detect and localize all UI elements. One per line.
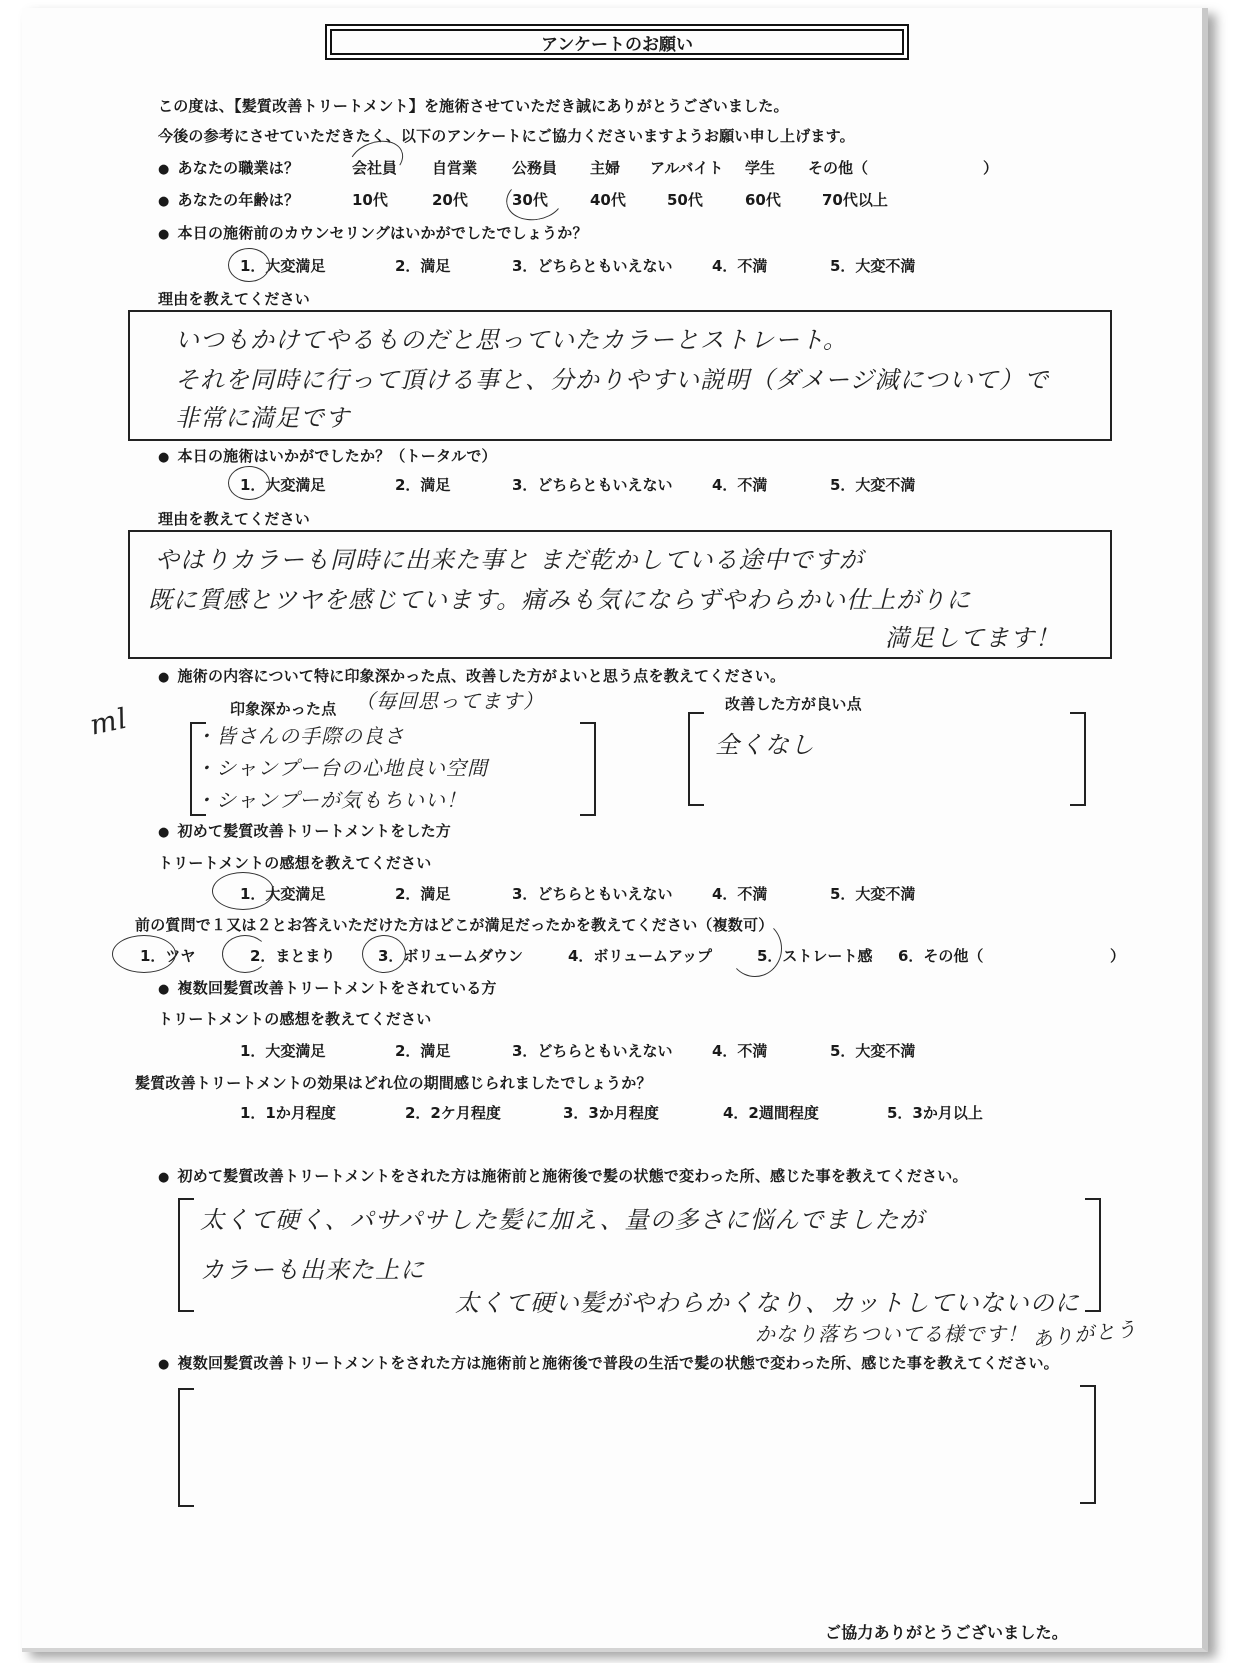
first-time-option[interactable]: 2．満足 <box>395 885 451 903</box>
first-change-line: かなり落ちついてる様です！ <box>755 1322 1028 1346</box>
treatment-option[interactable]: 1．大変満足 <box>240 476 326 494</box>
treatment-question: ● 本日の施術はいかがでしたか？（トータルで） <box>158 445 497 466</box>
survey-title: アンケートのお願い <box>541 34 693 55</box>
age-option[interactable]: 10代 <box>352 191 388 209</box>
repeat-option[interactable]: 5．大変不満 <box>830 1042 916 1060</box>
impression-good-label: 印象深かった点 <box>230 700 337 718</box>
footer-thanks: ご協力ありがとうございました。 <box>825 1623 1069 1642</box>
age-option[interactable]: 20代 <box>432 191 468 209</box>
impression-good-item: ・皆さんの手際の良さ <box>195 724 405 748</box>
period-option[interactable]: 5．3か月以上 <box>887 1104 983 1122</box>
occupation-option[interactable]: その他（ <box>808 159 869 177</box>
impression-improve-text: 全くなし <box>715 731 815 759</box>
counseling-option[interactable]: 1．大変満足 <box>240 257 326 275</box>
counseling-option[interactable]: 3．どちらともいえない <box>512 257 673 275</box>
first-change-bracket-left[interactable] <box>178 1198 194 1312</box>
first-time-question: ● 初めて髪質改善トリートメントをした方 <box>158 820 451 841</box>
selection-circle <box>228 466 270 500</box>
age-option[interactable]: 70代以上 <box>822 191 888 209</box>
treatment-reason-line: 既に質感とツヤを感じています。痛みも気にならずやわらかい仕上がりに <box>148 586 972 614</box>
counseling-option[interactable]: 2．満足 <box>395 257 451 275</box>
selection-circle <box>112 935 176 973</box>
period-option[interactable]: 2．2ケ月程度 <box>405 1104 501 1122</box>
followup-option[interactable]: 1．ツヤ <box>140 947 196 965</box>
counseling-option[interactable]: 4．不満 <box>712 257 768 275</box>
followup-option[interactable]: 3．ボリュームダウン <box>378 947 523 965</box>
impression-good-item: ・シャンプー台の心地良い空間 <box>195 756 488 780</box>
intro-line-1: この度は、【髪質改善トリートメント】を施術させていただき誠にありがとうございました。 <box>158 97 789 115</box>
treatment-reason-line: やはりカラーも同時に出来た事と まだ乾かしている途中ですが <box>155 546 864 574</box>
counseling-reason-line: それを同時に行って頂ける事と、分かりやすい説明（ダメージ減について）で <box>175 366 1050 394</box>
occupation-option[interactable]: 主婦 <box>590 159 621 177</box>
selection-circle <box>212 872 274 910</box>
repeat-change-question: ● 複数回髪質改善トリートメントをされた方は施術前と施術後で普段の生活で髪の状態で変わった所、感じた事を教えてください。 <box>158 1352 1059 1373</box>
followup-option[interactable]: 4．ボリュームアップ <box>568 947 712 965</box>
period-option[interactable]: 4．2週間程度 <box>723 1104 819 1122</box>
first-change-line: カラーも出来た上に <box>200 1256 425 1284</box>
repeat-sub-label: トリートメントの感想を教えてください <box>158 1010 432 1028</box>
first-time-option[interactable]: 4．不満 <box>712 885 768 903</box>
treatment-option[interactable]: 5．大変不満 <box>830 476 916 494</box>
repeat-option[interactable]: 4．不満 <box>712 1042 768 1060</box>
counseling-reason-label: 理由を教えてください <box>158 290 311 308</box>
treatment-option[interactable]: 4．不満 <box>712 476 768 494</box>
selection-circle <box>728 920 782 977</box>
intro-line-2: 今後の参考にさせていただきたく、以下のアンケートにご協力くださいますようお願い申し上げます。 <box>158 127 855 145</box>
followup-other-close: ） <box>1110 947 1126 965</box>
repeat-option[interactable]: 2．満足 <box>395 1042 451 1060</box>
improve-bracket-right <box>1070 712 1086 806</box>
impression-good-item: ・シャンプーが気もちいい！ <box>195 788 467 812</box>
survey-title-box <box>325 24 909 60</box>
impression-good-note: （毎回思ってます） <box>355 689 544 713</box>
age-question: ● あなたの年齢は？ <box>158 189 299 210</box>
counseling-question: ● 本日の施術前のカウンセリングはいかがでしたでしょうか？ <box>158 222 588 243</box>
treatment-reason-label: 理由を教えてください <box>158 510 311 528</box>
repeat-change-bracket-left[interactable] <box>178 1388 194 1507</box>
first-time-option[interactable]: 3．どちらともいえない <box>512 885 673 903</box>
treatment-option[interactable]: 2．満足 <box>395 476 451 494</box>
occupation-other-close: ） <box>983 159 999 177</box>
first-time-option[interactable]: 1．大変満足 <box>240 885 326 903</box>
followup-option[interactable]: 5．ストレート感 <box>757 947 873 965</box>
counseling-reason-line: 非常に満足です <box>175 404 350 432</box>
followup-option[interactable]: 2．まとまり <box>250 947 336 965</box>
repeat-option[interactable]: 1．大変満足 <box>240 1042 326 1060</box>
occupation-option[interactable]: 公務員 <box>512 159 558 177</box>
selection-circle <box>222 935 268 973</box>
good-bracket-right <box>580 722 596 816</box>
counseling-reason-line: いつもかけてやるものだと思っていたカラーとストレート。 <box>175 326 848 354</box>
age-option[interactable]: 40代 <box>590 191 626 209</box>
first-change-line: 太くて硬く、パサパサした髪に加え、量の多さに悩んでましたが <box>200 1206 925 1234</box>
margin-mark: ml <box>86 701 131 742</box>
first-time-option[interactable]: 5．大変不満 <box>830 885 916 903</box>
occupation-option[interactable]: 自営業 <box>432 159 478 177</box>
occupation-option[interactable]: 会社員 <box>352 159 398 177</box>
occupation-question: ● あなたの職業は？ <box>158 157 299 178</box>
repeat-period-label: 髪質改善トリートメントの効果はどれ位の期間感じられましたでしょうか？ <box>135 1074 652 1092</box>
followup-option[interactable]: 6．その他（ <box>898 947 984 965</box>
age-option[interactable]: 30代 <box>512 191 548 209</box>
age-option[interactable]: 50代 <box>667 191 703 209</box>
treatment-option[interactable]: 3．どちらともいえない <box>512 476 673 494</box>
repeat-question: ● 複数回髪質改善トリートメントをされている方 <box>158 977 497 998</box>
first-change-question: ● 初めて髪質改善トリートメントをされた方は施術前と施術後で髪の状態で変わった所、感じた事を教えてください。 <box>158 1165 968 1186</box>
first-time-sub-label: トリートメントの感想を教えてください <box>158 854 432 872</box>
occupation-option[interactable]: アルバイト <box>650 159 724 177</box>
improve-bracket-left <box>688 712 704 806</box>
counseling-option[interactable]: 5．大変不満 <box>830 257 916 275</box>
age-option[interactable]: 60代 <box>745 191 781 209</box>
treatment-reason-line: 満足してます！ <box>885 624 1060 652</box>
first-time-followup-label: 前の質問で１又は２とお答えいただけた方はどこが満足だったかを教えてください（複数可） <box>135 916 774 934</box>
period-option[interactable]: 1．1か月程度 <box>240 1104 336 1122</box>
occupation-option[interactable]: 学生 <box>745 159 776 177</box>
first-change-line: 太くて硬い髪がやわらかくなり、カットしていないのに <box>455 1289 1080 1317</box>
period-option[interactable]: 3．3か月程度 <box>563 1104 659 1122</box>
selection-circle <box>362 935 406 973</box>
impression-question: ● 施術の内容について特に印象深かった点、改善した方がよいと思う点を教えてください。 <box>158 665 785 686</box>
impression-improve-label: 改善した方が良い点 <box>725 695 862 713</box>
first-change-line: ありがとう <box>1031 1316 1139 1352</box>
repeat-change-bracket-right <box>1080 1385 1096 1504</box>
selection-circle <box>228 248 270 282</box>
repeat-option[interactable]: 3．どちらともいえない <box>512 1042 673 1060</box>
first-change-bracket-right <box>1085 1198 1101 1312</box>
